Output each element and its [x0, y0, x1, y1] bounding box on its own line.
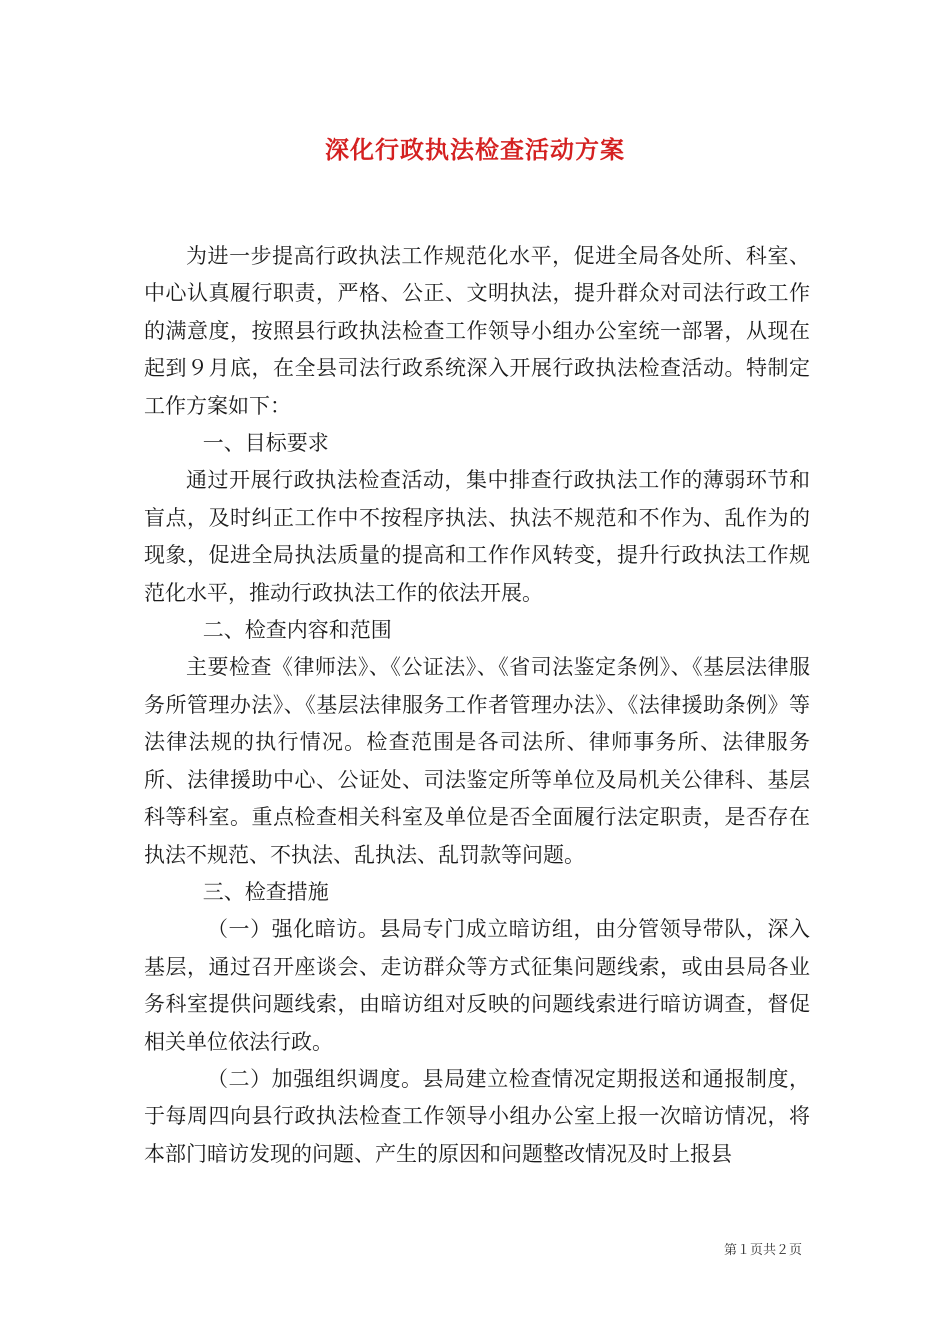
- intro-paragraph: 为进一步提高行政执法工作规范化水平，促进全局各处所、科室、中心认真履行职责，严格、公正、文明执法，提升群众对司法行政工作的满意度，按照县行政执法检查工作领导小组办公室统一部署，从现在起到９月底，在全县司法行政系统深入开展行政执法检查活动。特制定工作方案如下：: [144, 244, 810, 418]
- scope-paragraph: 主要检查《律师法》、《公证法》、《省司法鉴定条例》、《基层法律服务所管理办法》、《基层法律服务工作者管理办法》、《法律援助条例》等法律法规的执行情况。检查范围是各司法所、律师事务所、法律服务所、法律援助中心、公证处、司法鉴定所等单位及局机关公律科、基层科等科室。重点检查相关科室及单位是否全面履行法定职责，是否存在执法不规范、不执法、乱执法、乱罚款等问题。: [144, 655, 810, 867]
- page-number: 第１页共２页: [723, 1243, 802, 1258]
- section-heading-scope: 二、检查内容和范围: [202, 618, 392, 643]
- section-heading-goals: 一、目标要求: [202, 431, 329, 456]
- goals-paragraph: 通过开展行政执法检查活动，集中排查行政执法工作的薄弱环节和盲点，及时纠正工作中不按程序执法、执法不规范和不作为、乱作为的现象，促进全局执法质量的提高和工作作风转变，提升行政执法工作规范化水平，推动行政执法工作的依法开展。: [144, 468, 810, 605]
- measure-two-paragraph: （二）加强组织调度。县局建立检查情况定期报送和通报制度，于每周四向县行政执法检查工作领导小组办公室上报一次暗访情况，将本部门暗访发现的问题、产生的原因和问题整改情况及时上报县: [144, 1066, 810, 1166]
- section-heading-measures: 三、检查措施: [202, 879, 329, 904]
- document-title: 深化行政执法检查活动方案: [325, 135, 625, 164]
- measure-one-paragraph: （一）强化暗访。县局专门成立暗访组，由分管领导带队，深入基层，通过召开座谈会、走访群众等方式征集问题线索，或由县局各业务科室提供问题线索，由暗访组对反映的问题线索进行暗访调查，督促相关单位依法行政。: [144, 917, 810, 1054]
- document-body: [144, 238, 810, 1173]
